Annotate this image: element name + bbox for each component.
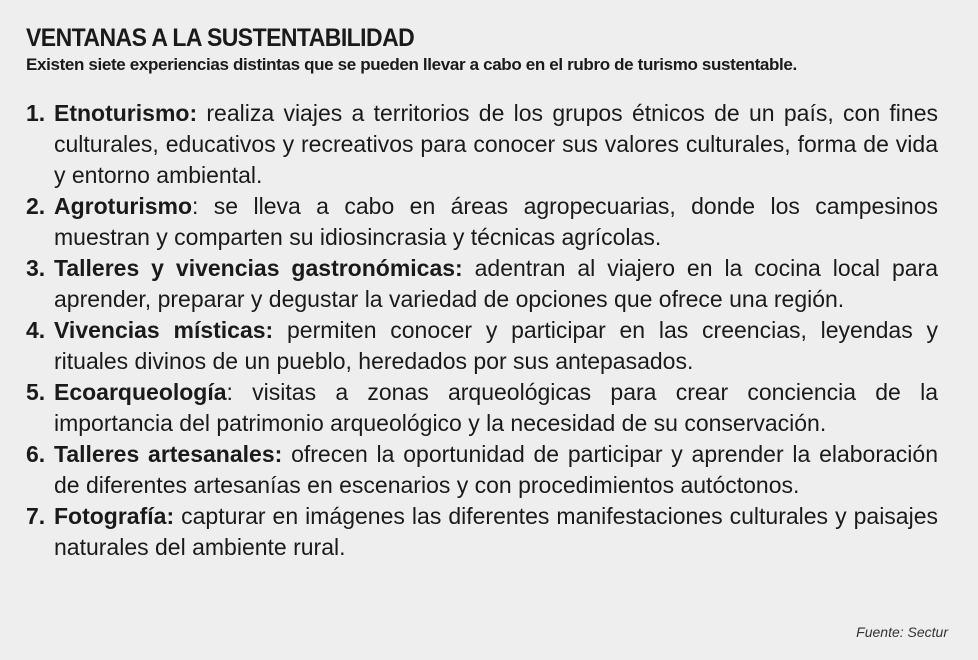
item-description: permiten conocer y participar en las creencias, leyendas y rituales divinos de un pueblo, heredados por sus antepasados.: [54, 317, 938, 374]
item-number: 7.: [26, 503, 46, 529]
item-number: 1.: [26, 100, 46, 126]
list-item: [26, 253, 938, 315]
item-description: : se lleva a cabo en áreas agropecuarias, donde los campesinos muestran y comparten su idiosincrasia y técnicas agrícolas.: [54, 193, 938, 250]
item-term: Etnoturismo:: [54, 100, 198, 126]
list-item: [26, 191, 938, 253]
list-item: [26, 501, 938, 563]
item-term: Vivencias místicas:: [54, 317, 274, 343]
item-term: Talleres y vivencias gastronómicas:: [54, 255, 463, 281]
item-term: Fotografía:: [54, 503, 175, 529]
infographic-card: [26, 22, 938, 563]
item-number: 5.: [26, 379, 46, 405]
item-description: : visitas a zonas arqueológicas para crear conciencia de la importancia del patrimonio arqueológico y la necesidad de su conservación.: [54, 379, 938, 436]
item-description: realiza viajes a territorios de los grupos étnicos de un país, con fines culturales, educativos y recreativos para conocer sus valores culturales, forma de vida y entorno ambiental.: [54, 100, 938, 188]
item-number: 6.: [26, 441, 46, 467]
item-term: Ecoarqueología: [54, 379, 227, 405]
page-subtitle: Existen siete experiencias distintas que se pueden llevar a cabo en el rubro de turismo sustentable.: [26, 55, 797, 74]
item-term: Agroturismo: [54, 193, 192, 219]
item-number: 2.: [26, 193, 46, 219]
item-description: adentran al viajero en la cocina local para aprender, preparar y degustar la variedad de opciones que ofrece una región.: [54, 255, 938, 312]
list-item: [26, 439, 938, 501]
list-item: [26, 98, 938, 191]
item-term: Talleres artesanales:: [54, 441, 283, 467]
source-credit: Fuente: Sectur: [856, 624, 948, 640]
list-item: [26, 315, 938, 377]
experience-list: [26, 98, 938, 563]
list-item: [26, 377, 938, 439]
item-description: capturar en imágenes las diferentes manifestaciones culturales y paisajes naturales del ambiente rural.: [54, 503, 938, 560]
item-description: ofrecen la oportunidad de participar y aprender la elaboración de diferentes artesanías en escenarios y con procedimientos autóctonos.: [54, 441, 938, 498]
item-number: 4.: [26, 317, 46, 343]
item-number: 3.: [26, 255, 46, 281]
page-title: VENTANAS A LA SUSTENTABILIDAD: [26, 24, 415, 52]
